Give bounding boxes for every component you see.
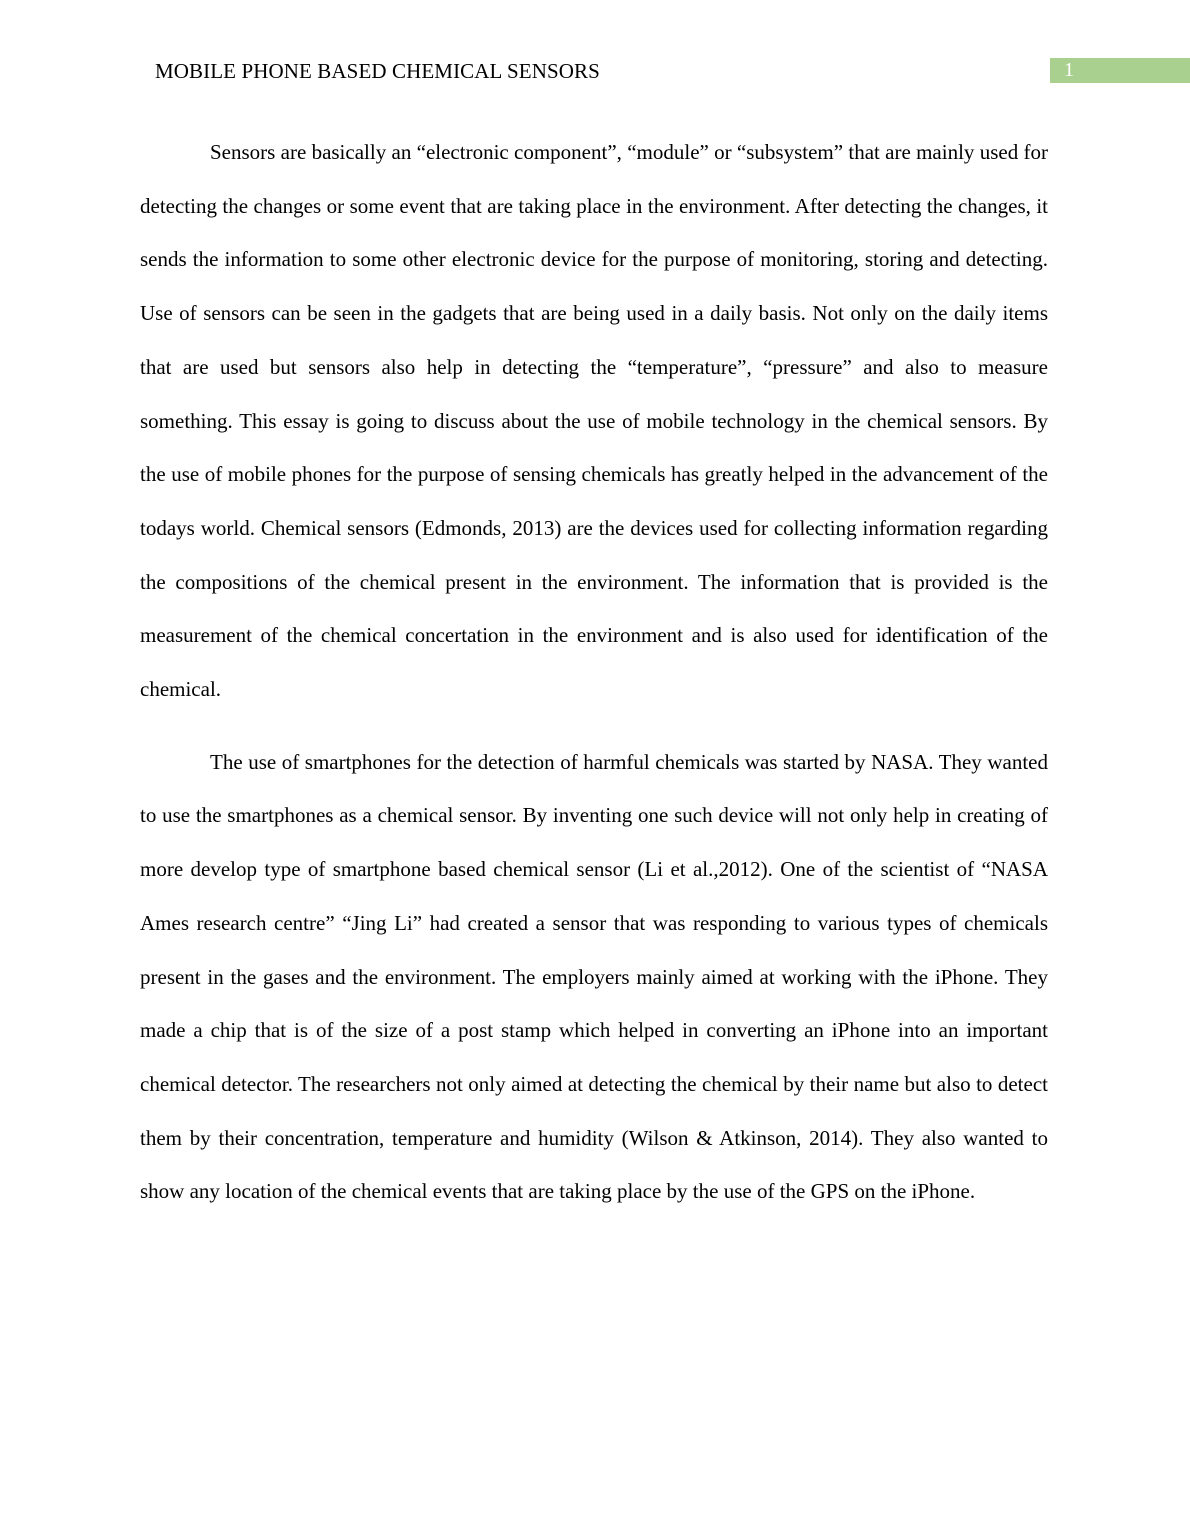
paragraph-nasa-smartphones: The use of smartphones for the detection of harmful chemicals was started by NASA. They wanted to use the smartphones as a chemical sensor. By inventing one such device will not only help in creating of more develop type of smartphone based chemical sensor (Li et al.,2012). One of the scientist of “NASA Ames research centre” “Jing Li” had created a sensor that was responding to various types of chemicals present in the gases and the environment. The employers mainly aimed at working with the iPhone. They made a chip that is of the size of a post stamp which helped in converting an iPhone into an important chemical detector. The researchers not only aimed at detecting the chemical by their name but also to detect them by their concentration, temperature and humidity (Wilson & Atkinson, 2014). They also wanted to show any location of the chemical events that are taking place by the use of the GPS on the iPhone. [140,749,1048,1204]
page-number: 1 [1064,59,1074,81]
page-number-bar [1050,58,1190,83]
running-head: MOBILE PHONE BASED CHEMICAL SENSORS [155,59,600,83]
paragraph-sensors-intro: Sensors are basically an “electronic component”, “module” or “subsystem” that are mainly used for detecting the changes or some event that are taking place in the environment. After detecting the changes, it sends the information to some other electronic device for the purpose of monitoring, storing and detecting. Use of sensors can be seen in the gadgets that are being used in a daily basis. Not only on the daily items that are used but sensors also help in detecting the “temperature”, “pressure” and also to measure something. This essay is going to discuss about the use of mobile technology in the chemical sensors. By the use of mobile phones for the purpose of sensing chemicals has greatly helped in the advancement of the todays world. Chemical sensors (Edmonds, 2013) are the devices used for collecting information regarding the compositions of the chemical present in the environment. The information that is provided is the measurement of the chemical concertation in the environment and is also used for identification of the chemical. [140,140,1048,702]
body-text [140,126,1048,1219]
